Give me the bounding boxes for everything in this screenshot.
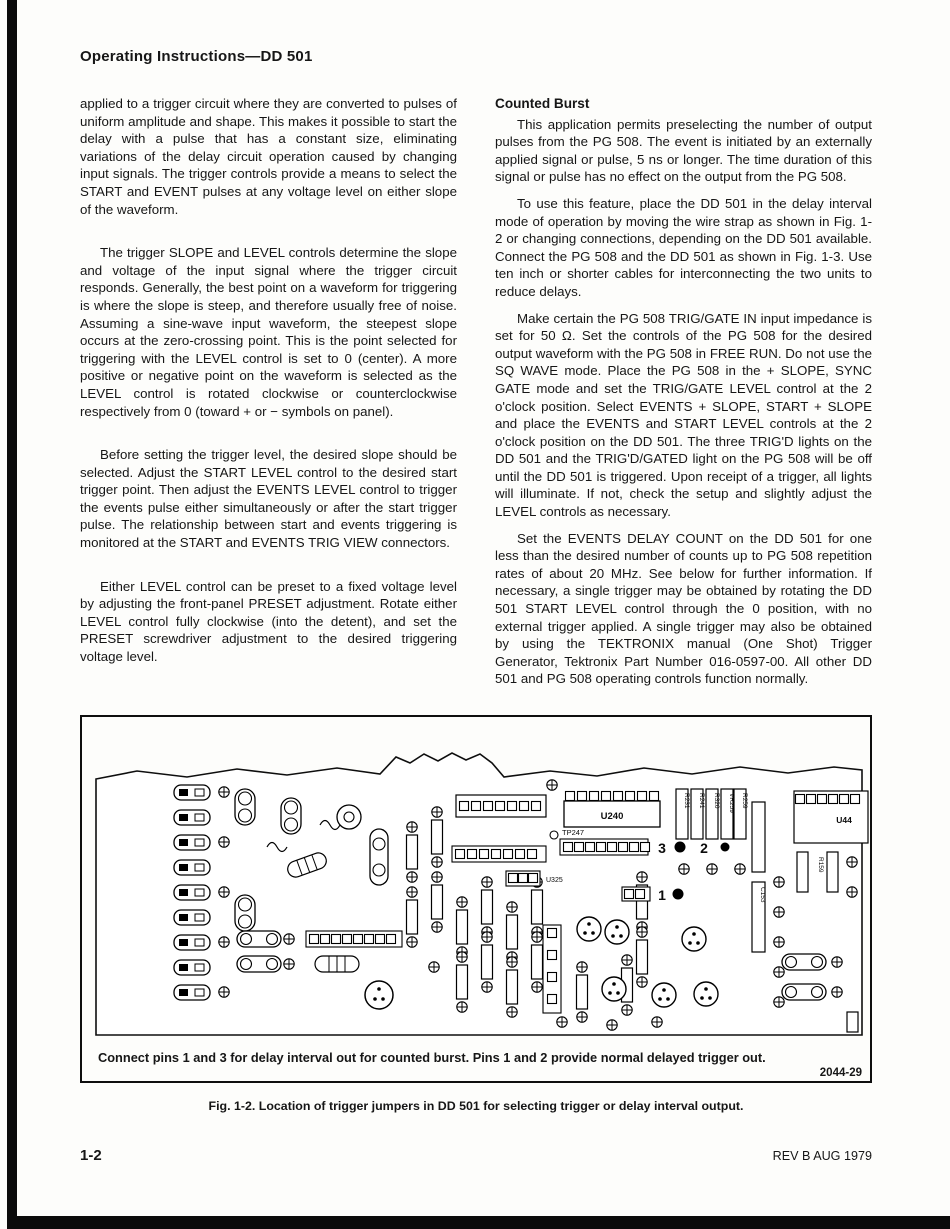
left-column bbox=[80, 95, 457, 697]
page-content bbox=[80, 48, 872, 1164]
body-paragraph: Set the EVENTS DELAY COUNT on the DD 501 for one less than the desired number of counts up to PG 508 repetition rates of about 20 MHz. See below for further information. If necessary, a single trigger may be obtained by rotating the DD 501 START LEVEL control through the 0 position, with no external trigger applied. A single trigger may also be obtained by using the TEKTRONIX manual (One Shot) Trigger Generator, Tektronix Part Number 016-0597-00. All other DD 501 and PG 508 operating controls function normally. bbox=[495, 530, 872, 687]
figure-inner-caption: Connect pins 1 and 3 for delay interval out for counted burst. Pins 1 and 2 provide normal delayed trigger out. bbox=[98, 1050, 766, 1065]
component-label-u325: U325 bbox=[546, 877, 563, 884]
jumper-pin-3-label: 3 bbox=[658, 840, 666, 856]
component-label-tp247: TP247 bbox=[562, 828, 585, 837]
body-paragraph: To use this feature, place the DD 501 in the delay interval mode of operation by moving the wire strap as shown in Fig. 1-2 or changing connections, depending on the DD 501 available. Connect the PG 508 and the DD 501 as shown in Fig. 1-3. Use ten inch or shorter cables for interconnecting the two units to reduce delays. bbox=[495, 195, 872, 299]
figure-caption-line: Fig. 1-2. Location of trigger jumpers in DD 501 for selecting trigger or delay interval output. bbox=[208, 1099, 744, 1113]
scan-edge-left bbox=[7, 0, 17, 1229]
footer-revision: REV B AUG 1979 bbox=[772, 1149, 872, 1163]
jumper-pin-dot bbox=[673, 889, 684, 900]
component-label-c153: C153 bbox=[759, 887, 766, 903]
figure-part-number: 2044-29 bbox=[819, 1067, 862, 1079]
component-label-r159: R159 bbox=[817, 857, 824, 873]
body-paragraph: applied to a trigger circuit where they are converted to pulses of uniform amplitude and shape. This makes it possible to start the delay with a pulse that has a constant size, eliminating variations of the delay circuit operation caused by changing input signals. The trigger controls provide a means to select the START and EVENT pulses at any voltage level on either slope of the waveform. bbox=[80, 96, 457, 217]
page-header-title: Operating Instructions—DD 501 bbox=[80, 48, 313, 65]
page-footer bbox=[80, 1147, 872, 1164]
section-heading: Counted Burst bbox=[495, 96, 590, 111]
scan-edge-bottom bbox=[7, 1216, 950, 1229]
component-label-r259: R259 bbox=[741, 793, 748, 809]
jumper-pin-2-label: 2 bbox=[700, 840, 708, 856]
footer-page-number: 1-2 bbox=[80, 1147, 102, 1164]
component-label-r241: R241 bbox=[698, 793, 705, 809]
component-label-vr259: VR259 bbox=[728, 793, 735, 813]
component-label-r231: R231 bbox=[683, 793, 690, 809]
body-paragraph: Before setting the trigger level, the desired slope should be selected. Adjust the START LEVEL control to the desired start trigger point. Then adjust the EVENTS LEVEL control to trigger the events pulse either simultaneously or after the start trigger pulse. The relationship between start and events triggering is monitored at the START and EVENTS TRIG VIEW connectors. bbox=[80, 447, 457, 551]
jumper-pin-dot bbox=[675, 842, 686, 853]
two-column-text bbox=[80, 95, 872, 697]
jumper-pin-dot bbox=[721, 843, 730, 852]
body-paragraph: Make certain the PG 508 TRIG/GATE IN input impedance is set for 50 Ω. Set the controls of the PG 508 for the desired output waveform with the PG 508 in FREE RUN. Do not use the SQ WAVE mode. Place the PG 508 in the + SLOPE, SYNC GATE mode and set the TRIG/GATE LEVEL control at the 2 o'clock position. Select EVENTS + SLOPE, START + SLOPE and place the EVENTS and START LEVEL controls at the 2 o'clock position on the DD 501. The three TRIG'D lights on the DD 501 and the TRIG'D/GATED light on the PG 508 will be off until the DD 501 is triggered. Upon receipt of a trigger, all lights will illuminate. If not, check the setup and slightly adjust the LEVEL controls as necessary. bbox=[495, 310, 872, 520]
component-label-r320: R320 bbox=[713, 793, 720, 809]
jumper-pin-1-label: 1 bbox=[658, 887, 666, 903]
pcb-diagram bbox=[82, 717, 870, 1047]
right-column bbox=[495, 95, 872, 697]
body-paragraph: Either LEVEL control can be preset to a fixed voltage level by adjusting the front-panel PRESET adjustment. Rotate either LEVEL control fully clockwise (into the detent), and set the PRESET screwdriver adjustment to the desired triggering voltage level. bbox=[80, 578, 457, 665]
body-paragraph: The trigger SLOPE and LEVEL controls determine the slope and voltage of the input signal where the trigger circuit responds. Generally, the best point on a waveform for triggering is where the slope is steep, and therefore usually free of noise. Assuming a sine-wave input waveform, the steepest slope occurs at the zero-crossing point. This is the point selected for triggering with the LEVEL control is set to 0 (center). A more positive or negative point on the waveform is selected as the LEVEL control is rotated clockwise or counterclockwise respectively from 0 (toward + or − symbols on panel). bbox=[80, 245, 457, 419]
body-paragraph: This application permits preselecting the number of output pulses from the PG 508. The event is initiated by an externally applied signal or pulse, 5 ns or longer. The time duration of this signal or pulse has no effect on the output from the PG 508. bbox=[495, 116, 872, 185]
component-label-u44: U44 bbox=[836, 815, 852, 825]
figure-1-2 bbox=[80, 715, 872, 1083]
component-label-u240: U240 bbox=[600, 811, 624, 822]
